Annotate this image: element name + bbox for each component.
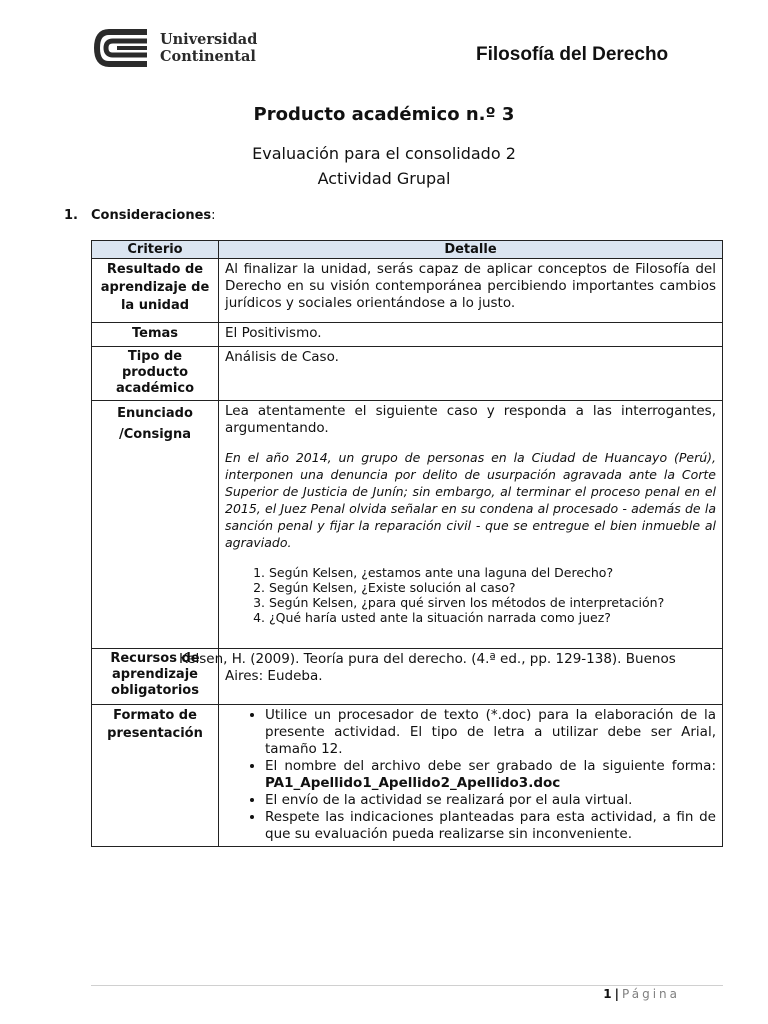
section-label: Consideraciones (91, 208, 212, 223)
criterio-tipo: Tipo de producto académico (92, 347, 219, 401)
section-heading (64, 208, 216, 223)
format-item (265, 758, 716, 792)
criterio-formato: Formato de presentación (92, 705, 219, 847)
row-enunciado (92, 401, 723, 649)
format-filename-text: El nombre del archivo debe ser grabado de la siguiente forma: (265, 758, 716, 774)
university-logo (93, 26, 257, 70)
case-text: En el año 2014, un grupo de personas en la Ciudad de Huancayo (Perú), interponen una denuncia por delito de usurpación agravada ante la Corte Superior de Justicia de Junín; sin embargo, al terminar el proceso penal en el 2015, el Juez Penal olvida señalar en su condena al procesado - además de la sanción penal y fijar la reparación civil - que se entregue el bien inmueble al agraviado. (225, 450, 716, 550)
format-item: • Utilice un procesador de texto (*.doc) para la elaboración de la presente actividad. El tipo de letra a utilizar debe ser Arial, tamaño 12. (265, 707, 716, 758)
detalle-recursos: Kelsen, H. (2009). Teoría pura del derecho. (4.ª ed., pp. 129-138). Buenos Aires: Eudeba. (219, 649, 723, 705)
format-item: • El envío de la actividad se realizará por el aula virtual. (265, 792, 716, 809)
row-tipo (92, 347, 723, 401)
logo-line-2: Continental (160, 48, 256, 65)
detalle-enunciado (219, 401, 723, 649)
page-label: Página (622, 987, 680, 1001)
enunciado-intro: Lea atentamente el siguiente caso y responda a las interrogantes, argumentando. (225, 403, 716, 436)
logo-line-1: Universidad (160, 31, 258, 48)
question-item: 4. ¿Qué haría usted ante la situación narrada como juez? (269, 610, 716, 625)
subtitle-evaluation: Evaluación para el consolidado 2 (252, 144, 516, 163)
section-number: 1. (64, 208, 78, 223)
detalle-resultado: Al finalizar la unidad, serás capaz de aplicar conceptos de Filosofía del Derecho en su visión contemporánea percibiendo importantes cambios jurídicos y sociales orientándose a lo justo. (219, 259, 723, 323)
header-criterio: Criterio (92, 241, 219, 259)
page-number: 1 (603, 987, 612, 1001)
row-recursos (92, 649, 723, 705)
row-formato (92, 705, 723, 847)
criterio-recursos: Recursos de aprendizaje obligatorios (92, 649, 219, 705)
criterio-temas: Temas (92, 323, 219, 347)
format-filename: PA1_Apellido1_Apellido2_Apellido3.doc (265, 775, 561, 791)
format-list (225, 707, 716, 843)
footer-divider (91, 985, 723, 986)
page-footer (603, 987, 680, 1001)
format-item: • Respete las indicaciones planteadas para esta actividad, a fin de que su evaluación pueda realizarse sin inconveniente. (265, 809, 716, 843)
footer-separator: | (614, 987, 620, 1001)
considerations-table (91, 240, 723, 847)
criterio-enunciado: Enunciado /Consigna (92, 401, 219, 649)
detalle-tipo: Análisis de Caso. (219, 347, 723, 401)
course-title: Filosofía del Derecho (476, 44, 669, 65)
document-title: Producto académico n.º 3 (253, 104, 515, 125)
question-item: 1. Según Kelsen, ¿estamos ante una laguna del Derecho? (269, 565, 716, 580)
header-detalle: Detalle (219, 241, 723, 259)
subtitle-activity: Actividad Grupal (317, 169, 451, 188)
question-item: 2. Según Kelsen, ¿Existe solución al caso? (269, 580, 716, 595)
row-temas (92, 323, 723, 347)
detalle-formato (219, 705, 723, 847)
university-logo-icon (93, 26, 153, 70)
question-item: 3. Según Kelsen, ¿para qué sirven los métodos de interpretación? (269, 595, 716, 610)
criterio-resultado: Resultado de aprendizaje de la unidad (92, 259, 219, 323)
detalle-temas: El Positivismo. (219, 323, 723, 347)
table-header-row (92, 241, 723, 259)
row-resultado (92, 259, 723, 323)
question-list (225, 565, 716, 625)
section-colon: : (211, 208, 216, 223)
